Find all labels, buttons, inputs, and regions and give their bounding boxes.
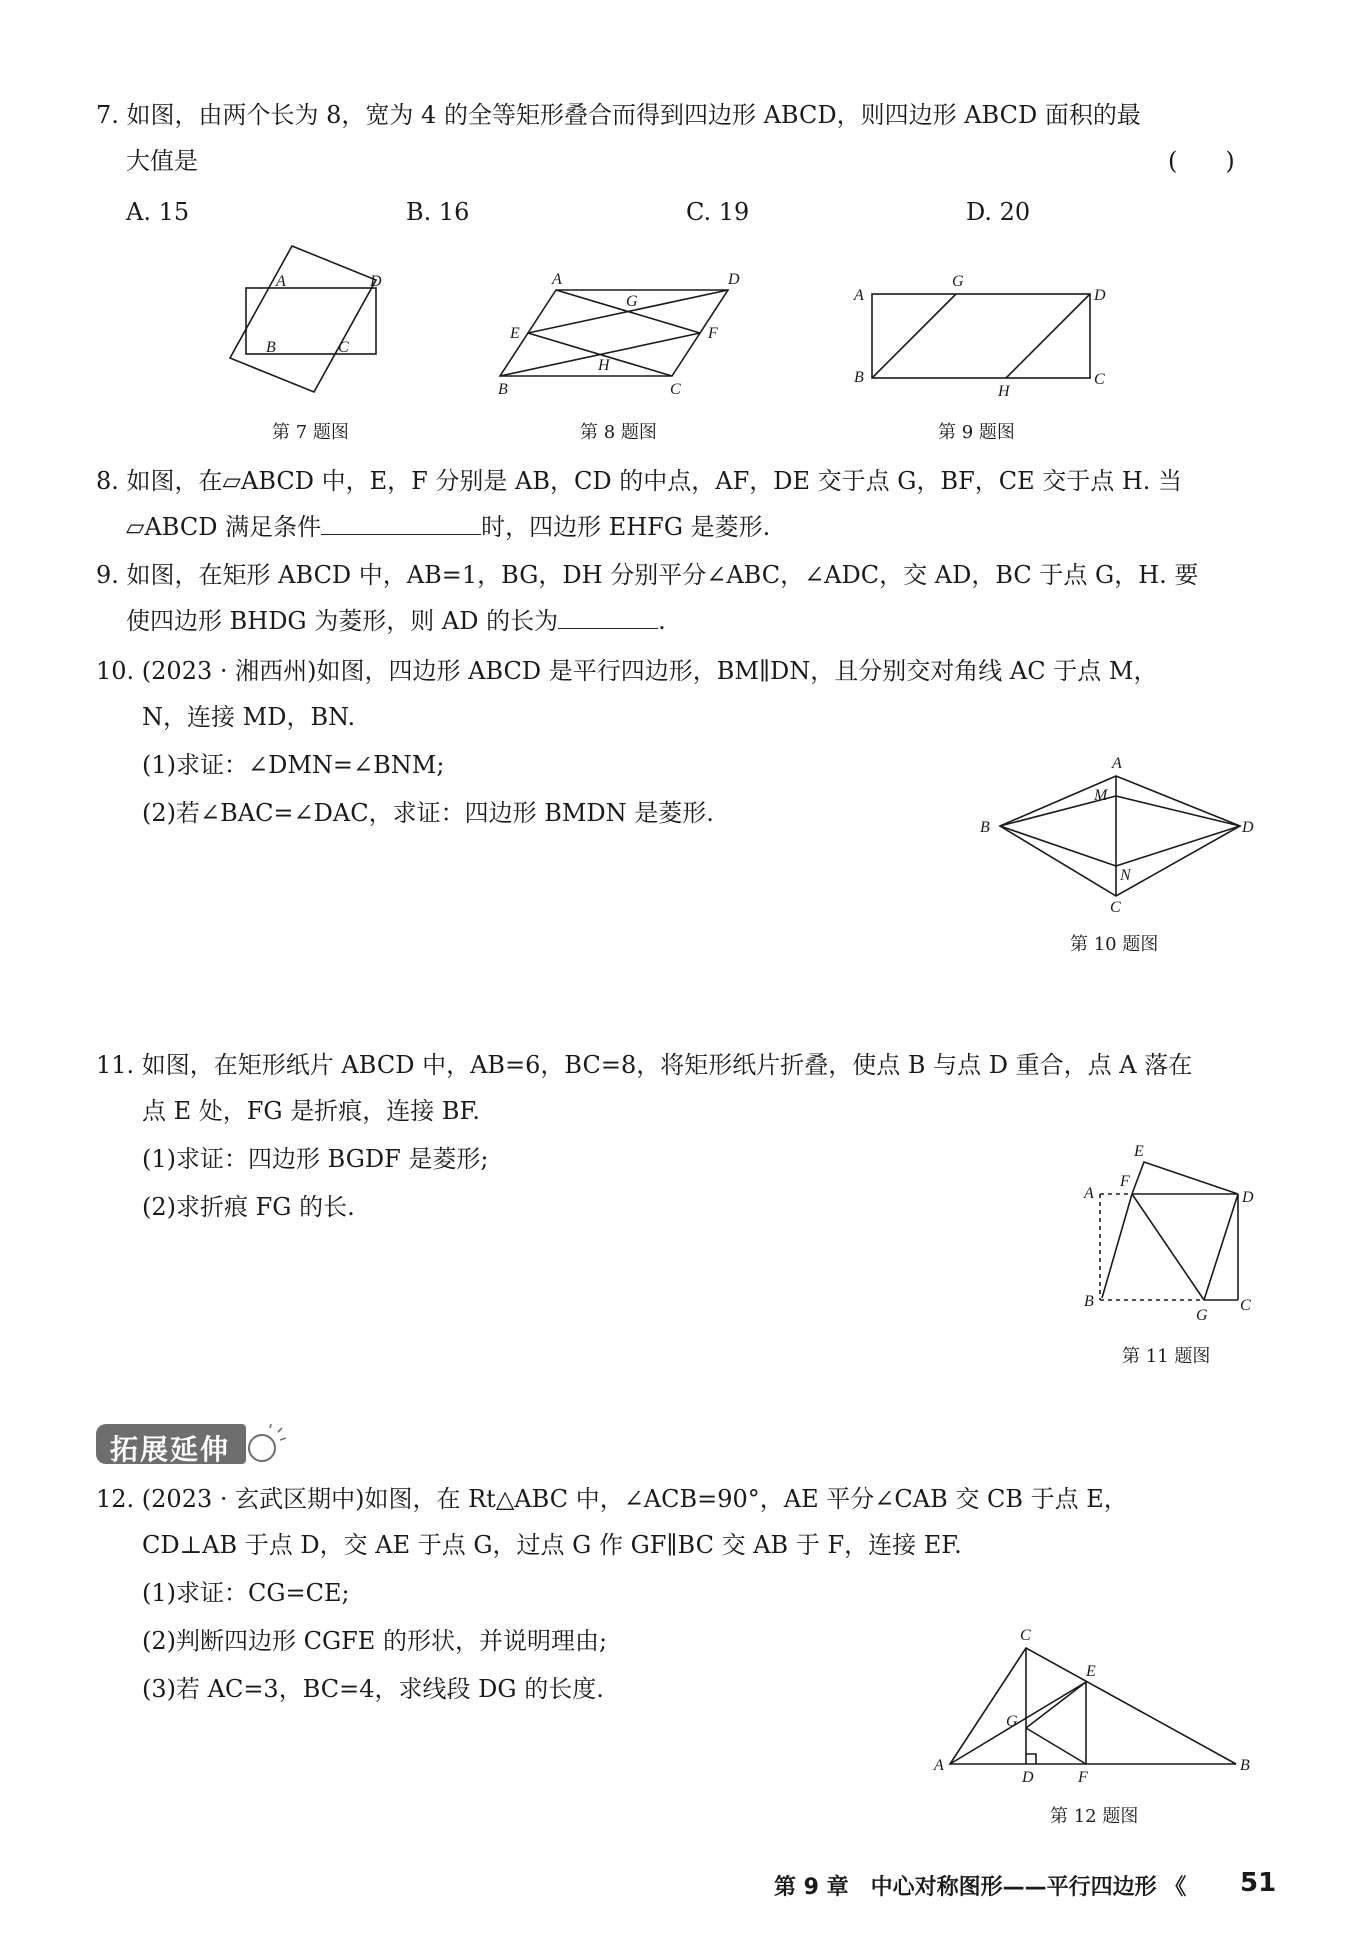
fig9-label-d: D bbox=[1094, 287, 1106, 304]
q8-answer-blank[interactable] bbox=[321, 512, 481, 535]
figure-12 bbox=[934, 1626, 1260, 1786]
q7-option-b: B. 16 bbox=[406, 198, 470, 226]
fig12-label-e: E bbox=[1086, 1663, 1096, 1680]
figure-11 bbox=[1080, 1142, 1260, 1328]
fig10-label-n: N bbox=[1120, 867, 1131, 884]
fig8-label-c: C bbox=[670, 381, 681, 398]
fig11-label-b: B bbox=[1084, 1293, 1094, 1310]
q9-line1: 9. 如图，在矩形 ABCD 中，AB=1，BG，DH 分别平分∠ABC，∠ADC，交 AD，BC 于点 G，H. 要 bbox=[96, 561, 1199, 589]
fig8-label-h: H bbox=[598, 357, 610, 374]
q10-sub2: (2)若∠BAC=∠DAC，求证：四边形 BMDN 是菱形. bbox=[142, 799, 714, 827]
q8-line2a: ▱ABCD 满足条件 bbox=[126, 513, 322, 541]
fig8-label-d: D bbox=[728, 271, 740, 288]
q9-line2b: . bbox=[658, 607, 666, 635]
fig7-label-d: D bbox=[370, 273, 382, 290]
fig8-label-f: F bbox=[708, 325, 718, 342]
q12-sub3: (3)若 AC=3，BC=4，求线段 DG 的长度. bbox=[142, 1675, 604, 1703]
q11-line2: 点 E 处，FG 是折痕，连接 BF. bbox=[142, 1097, 481, 1125]
fig12-label-g: G bbox=[1006, 1713, 1018, 1730]
q7-option-d: D. 20 bbox=[966, 198, 1031, 226]
fig12-label-d: D bbox=[1022, 1769, 1034, 1786]
fig7-label-c: C bbox=[338, 339, 349, 356]
lightbulb-icon bbox=[244, 1424, 288, 1468]
fig8-caption: 第 8 题图 bbox=[580, 422, 657, 443]
fig7-label-b: B bbox=[266, 339, 276, 356]
fig10-label-m: M bbox=[1094, 787, 1108, 804]
fig11-label-g: G bbox=[1196, 1307, 1208, 1324]
q7-line1: 7. 如图，由两个长为 8，宽为 4 的全等矩形叠合而得到四边形 ABCD，则四边形 ABCD 面积的最 bbox=[96, 101, 1141, 129]
q7-option-c: C. 19 bbox=[686, 198, 750, 226]
q11-line1: 11. 如图，在矩形纸片 ABCD 中，AB=6，BC=8，将矩形纸片折叠，使点 B 与点 D 重合，点 A 落在 bbox=[96, 1051, 1193, 1079]
fig10-label-c: C bbox=[1110, 899, 1121, 916]
fig11-label-c: C bbox=[1240, 1297, 1251, 1314]
figure-8 bbox=[496, 270, 746, 400]
fig8-label-e: E bbox=[510, 325, 520, 342]
fig12-label-a: A bbox=[934, 1757, 944, 1774]
q12-sub2: (2)判断四边形 CGFE 的形状，并说明理由; bbox=[142, 1627, 608, 1655]
fig10-label-a: A bbox=[1112, 755, 1122, 772]
q10-line1: 10. (2023 · 湘西州)如图，四边形 ABCD 是平行四边形，BM∥DN，且分别交对角线 AC 于点 M， bbox=[96, 657, 1158, 685]
q7-answer-paren: ( ) bbox=[1168, 147, 1235, 175]
fig12-label-c: C bbox=[1020, 1627, 1031, 1644]
q10-sub1: (1)求证：∠DMN=∠BNM; bbox=[142, 751, 445, 779]
q9-answer-blank[interactable] bbox=[558, 606, 658, 629]
q8-line2 bbox=[126, 512, 770, 543]
figure-10 bbox=[980, 755, 1254, 916]
section-title: 拓展延伸 bbox=[110, 1433, 231, 1466]
fig11-label-f: F bbox=[1120, 1173, 1130, 1190]
fig9-caption: 第 9 题图 bbox=[938, 422, 1015, 443]
fig9-label-h: H bbox=[998, 383, 1010, 400]
fig8-label-g: G bbox=[626, 293, 638, 310]
q12-sub1: (1)求证：CG=CE; bbox=[142, 1579, 350, 1607]
fig11-label-a: A bbox=[1084, 1185, 1094, 1202]
fig11-label-e: E bbox=[1134, 1143, 1144, 1160]
figure-9 bbox=[850, 272, 1110, 398]
q11-sub1: (1)求证：四边形 BGDF 是菱形; bbox=[142, 1145, 489, 1173]
fig7-label-a: A bbox=[276, 273, 286, 290]
q7-line2: 大值是 bbox=[126, 147, 198, 175]
fig11-caption: 第 11 题图 bbox=[1122, 1346, 1211, 1367]
fig11-label-d: D bbox=[1242, 1189, 1254, 1206]
fig12-caption: 第 12 题图 bbox=[1050, 1806, 1139, 1827]
q9-line2a: 使四边形 BHDG 为菱形，则 AD 的长为 bbox=[126, 607, 559, 635]
fig10-label-b: B bbox=[980, 819, 990, 836]
fig10-caption: 第 10 题图 bbox=[1070, 934, 1159, 955]
q11-sub2: (2)求折痕 FG 的长. bbox=[142, 1193, 355, 1221]
q12-line1: 12. (2023 · 玄武区期中)如图，在 Rt△ABC 中，∠ACB=90°，AE 平分∠CAB 交 CB 于点 E， bbox=[96, 1485, 1128, 1513]
q10-line2: N，连接 MD，BN. bbox=[142, 703, 356, 731]
chapter-footer: 第 9 章 中心对称图形——平行四边形 《 bbox=[774, 1875, 1187, 1900]
q9-line2 bbox=[126, 606, 666, 637]
fig8-label-b: B bbox=[498, 381, 508, 398]
fig9-label-b: B bbox=[854, 369, 864, 386]
fig12-label-b: B bbox=[1240, 1757, 1250, 1774]
fig9-label-g: G bbox=[952, 273, 964, 290]
q8-line1: 8. 如图，在▱ABCD 中，E，F 分别是 AB，CD 的中点，AF，DE 交于点 G，BF，CE 交于点 H. 当 bbox=[96, 467, 1183, 495]
page-number: 51 bbox=[1240, 1868, 1277, 1898]
fig12-label-f: F bbox=[1078, 1769, 1088, 1786]
q8-line2b: 时，四边形 EHFG 是菱形. bbox=[481, 513, 771, 541]
figure-7 bbox=[230, 240, 400, 400]
fig9-label-c: C bbox=[1094, 371, 1105, 388]
section-banner bbox=[96, 1420, 286, 1468]
fig7-caption: 第 7 题图 bbox=[272, 422, 349, 443]
fig8-label-a: A bbox=[552, 271, 562, 288]
q7-option-a: A. 15 bbox=[126, 198, 190, 226]
q12-line2: CD⊥AB 于点 D，交 AE 于点 G，过点 G 作 GF∥BC 交 AB 于 F，连接 EF. bbox=[142, 1531, 962, 1559]
fig9-label-a: A bbox=[854, 287, 864, 304]
fig10-label-d: D bbox=[1242, 819, 1254, 836]
